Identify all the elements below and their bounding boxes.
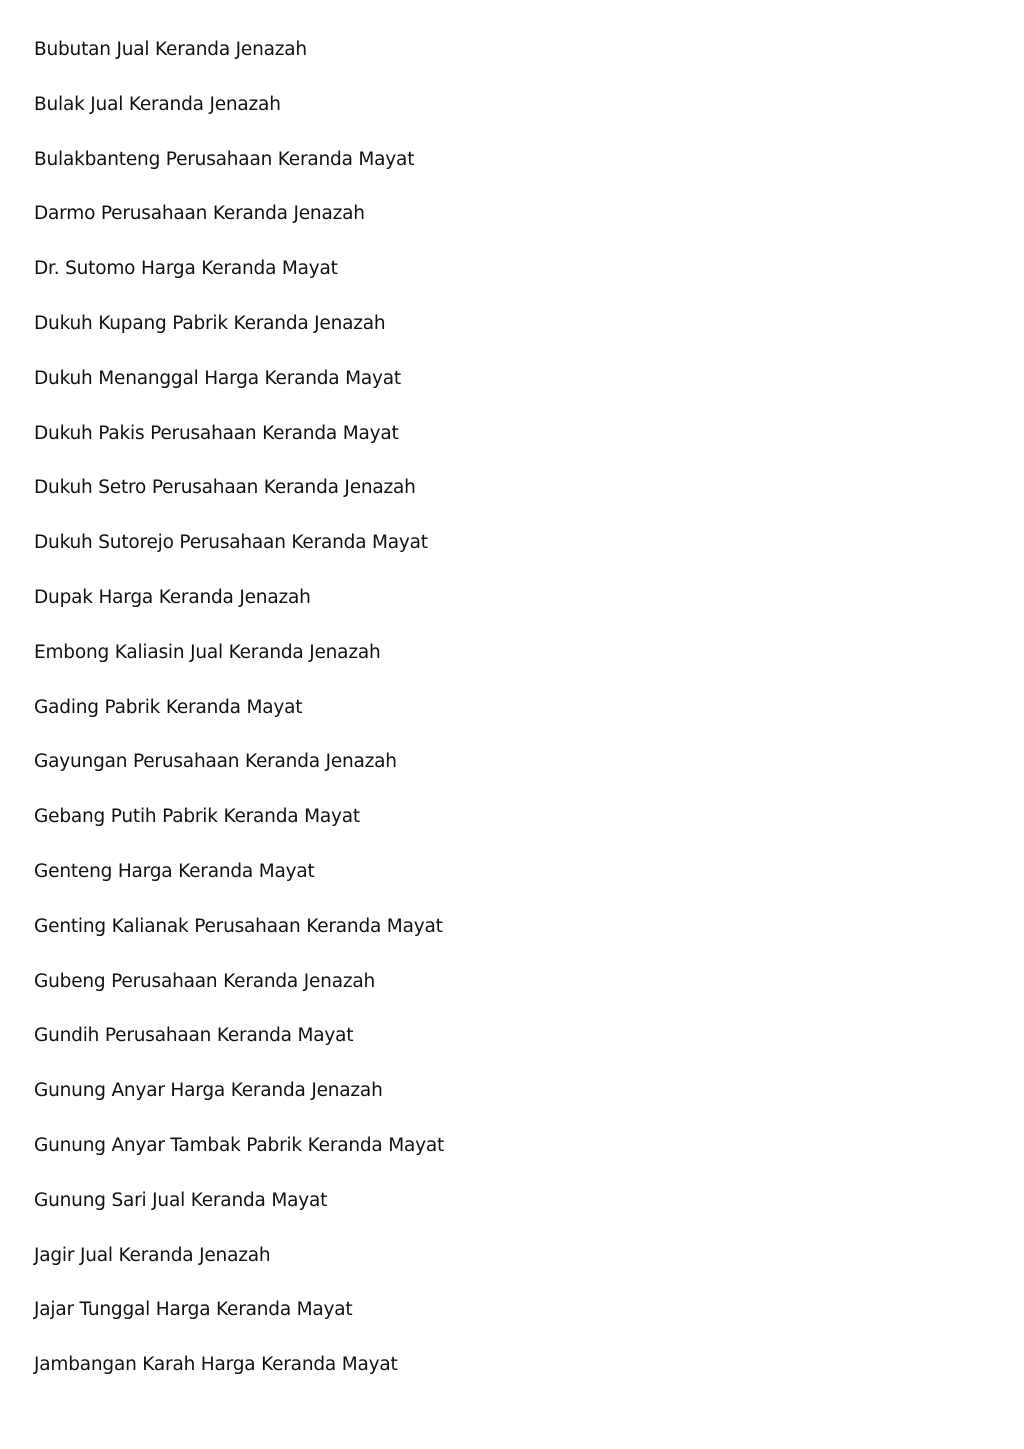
list-item: Gayungan Perusahaan Keranda Jenazah [34, 751, 397, 773]
list-item: Embong Kaliasin Jual Keranda Jenazah [34, 641, 381, 663]
list-item: Gading Pabrik Keranda Mayat [34, 696, 303, 718]
list-item: Bulak Jual Keranda Jenazah [34, 93, 281, 115]
list-item: Gubeng Perusahaan Keranda Jenazah [34, 970, 376, 992]
list-item: Jagir Jual Keranda Jenazah [34, 1244, 271, 1266]
list-item: Jambangan Karah Harga Keranda Mayat [34, 1354, 398, 1376]
list-item: Genting Kalianak Perusahaan Keranda Mayat [34, 915, 443, 937]
list-item: Gunung Anyar Tambak Pabrik Keranda Mayat [34, 1134, 445, 1156]
list-item: Dukuh Kupang Pabrik Keranda Jenazah [34, 312, 386, 334]
list-item: Dupak Harga Keranda Jenazah [34, 586, 311, 608]
list-item: Dukuh Sutorejo Perusahaan Keranda Mayat [34, 532, 428, 554]
list-item: Dr. Sutomo Harga Keranda Mayat [34, 258, 338, 280]
list-item: Genteng Harga Keranda Mayat [34, 860, 315, 882]
list-item: Gunung Anyar Harga Keranda Jenazah [34, 1080, 383, 1102]
list-item: Dukuh Menanggal Harga Keranda Mayat [34, 367, 401, 389]
list-item: Gunung Sari Jual Keranda Mayat [34, 1189, 328, 1211]
list-item: Dukuh Setro Perusahaan Keranda Jenazah [34, 477, 416, 499]
list-item: Jajar Tunggal Harga Keranda Mayat [34, 1299, 353, 1321]
entry-list [34, 36, 444, 1406]
list-item: Gebang Putih Pabrik Keranda Mayat [34, 806, 360, 828]
list-item: Darmo Perusahaan Keranda Jenazah [34, 203, 365, 225]
list-item: Dukuh Pakis Perusahaan Keranda Mayat [34, 422, 399, 444]
list-item: Gundih Perusahaan Keranda Mayat [34, 1025, 354, 1047]
list-item: Bulakbanteng Perusahaan Keranda Mayat [34, 148, 415, 170]
list-item: Bubutan Jual Keranda Jenazah [34, 39, 307, 60]
